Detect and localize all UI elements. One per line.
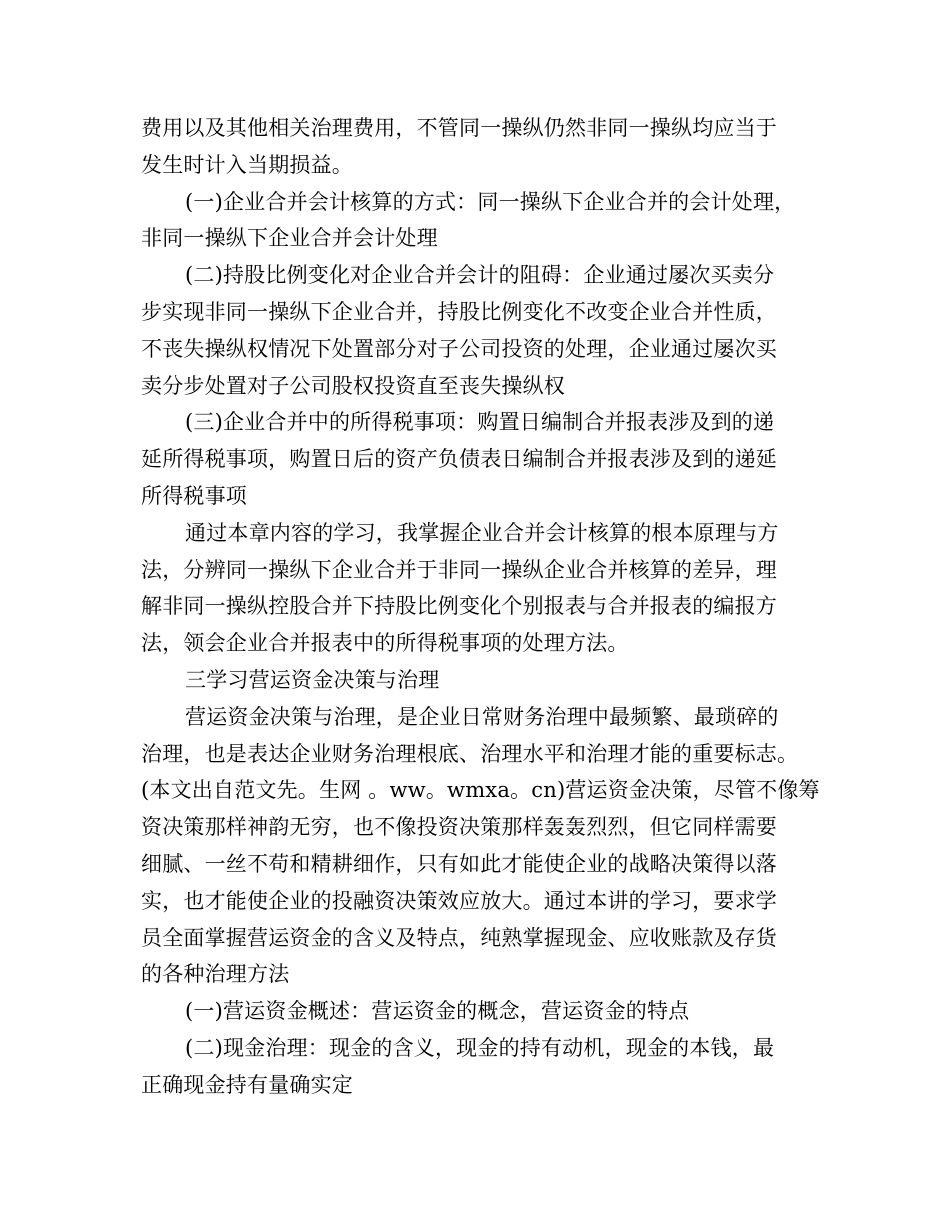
paragraph-line: 员全面掌握营运资金的含义及特点，纯熟掌握现金、应收账款及存货 (141, 925, 777, 950)
paragraph-line: 细腻、一丝不苟和精耕细作，只有如此才能使企业的战略决策得以落 (141, 851, 777, 876)
paragraph-line: (本文出自范文先。生网 。ww。wmxa。cn)营运资金决策，尽管不像筹 (141, 778, 820, 803)
paragraph-5 (141, 515, 821, 662)
section-heading (141, 662, 821, 699)
paragraph-line: (一)企业合并会计核算的方式：同一操纵下企业合并的会计处理， (185, 189, 796, 214)
document-body (141, 110, 821, 1104)
paragraph-line: 营运资金决策与治理，是企业日常财务治理中最频繁、最琐碎的 (185, 704, 779, 729)
paragraph-line: 非同一操纵下企业合并会计处理 (141, 226, 438, 251)
paragraph-line: 法，领会企业合并报表中的所得税事项的处理方法。 (141, 631, 629, 656)
paragraph-line: (二)持股比例变化对企业合并会计的阻碍：企业通过屡次买卖分 (185, 263, 775, 288)
paragraph-8 (141, 993, 821, 1030)
paragraph-line: 发生时计入当期损益。 (141, 152, 353, 177)
paragraph-line: 解非同一操纵控股合并下持股比例变化个别报表与合并报表的编报方 (141, 594, 777, 619)
paragraph-line: 法，分辨同一操纵下企业合并于非同一操纵企业合并核算的差异，理 (141, 557, 777, 582)
paragraph-line: 费用以及其他相关治理费用，不管同一操纵仍然非同一操纵均应当于 (141, 116, 777, 140)
paragraph-line: 步实现非同一操纵下企业合并，持股比例变化不改变企业合并性质， (141, 299, 777, 324)
paragraph-line: (一)营运资金概述：营运资金的概念，营运资金的特点 (185, 999, 690, 1024)
paragraph-line: 三学习营运资金决策与治理 (185, 667, 440, 692)
paragraph-line: 资决策那样神韵无穷，也不像投资决策那样轰轰烈烈，但它同样需要 (141, 815, 777, 840)
paragraph-1 (141, 110, 821, 184)
paragraph-4 (141, 404, 821, 514)
paragraph-line: (三)企业合并中的所得税事项：购置日编制合并报表涉及到的递 (185, 410, 775, 435)
paragraph-line: 治理，也是表达企业财务治理根底、治理水平和治理才能的重要标志。 (141, 741, 799, 766)
paragraph-line: 的各种治理方法 (141, 962, 290, 987)
paragraph-line: 通过本章内容的学习，我掌握企业合并会计核算的根本原理与方 (185, 520, 779, 545)
paragraph-line: 实，也才能使企业的投融资决策效应放大。通过本讲的学习，要求学 (141, 888, 777, 913)
paragraph-line: 正确现金持有量确实定 (141, 1072, 353, 1097)
paragraph-7 (141, 699, 821, 993)
paragraph-9 (141, 1030, 821, 1104)
paragraph-3 (141, 257, 821, 404)
paragraph-line: 所得税事项 (141, 483, 247, 508)
paragraph-2 (141, 184, 821, 258)
paragraph-line: 卖分步处置对子公司股权投资直至丧失操纵权 (141, 373, 565, 398)
paragraph-line: (二)现金治理：现金的含义，现金的持有动机，现金的本钱，最 (185, 1035, 775, 1060)
paragraph-line: 延所得税事项，购置日后的资产负债表日编制合并报表涉及到的递延 (141, 447, 777, 472)
paragraph-line: 不丧失操纵权情况下处置部分对子公司投资的处理，企业通过屡次买 (141, 336, 777, 361)
